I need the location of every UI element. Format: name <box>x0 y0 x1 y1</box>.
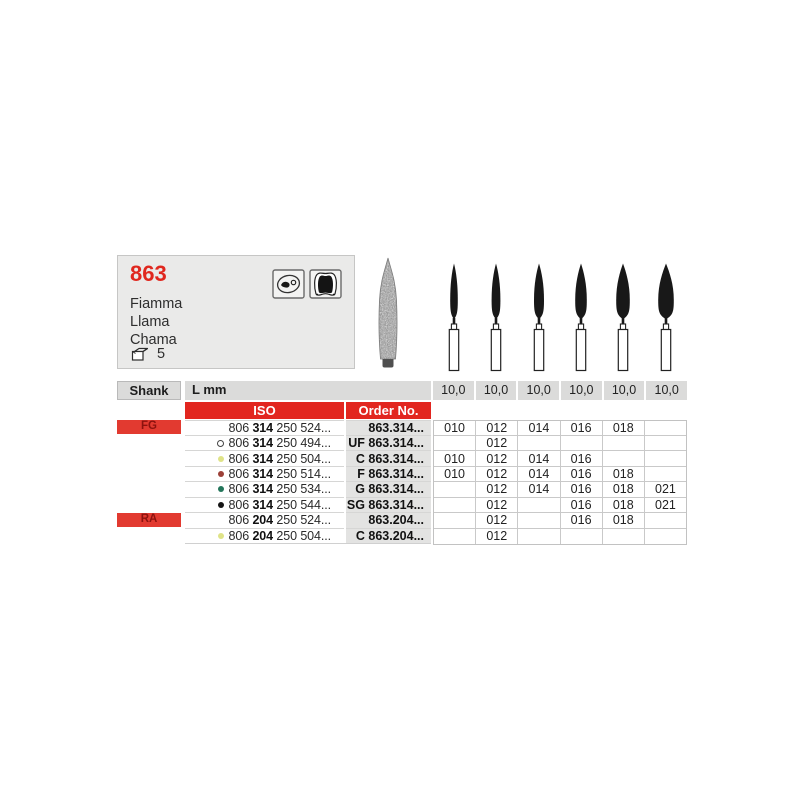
size-cell <box>518 436 560 450</box>
bur-silhouettes-row <box>433 262 687 374</box>
shank-column <box>117 420 181 544</box>
order-no-header: Order No. <box>346 402 431 419</box>
length-value-cell: 10,0 <box>476 381 517 400</box>
iso-cell: 806 204 250 504... <box>185 528 344 543</box>
size-cell: 012 <box>476 451 518 465</box>
size-cell <box>434 482 476 496</box>
pack-box-icon <box>130 346 150 362</box>
grit-dot-yellow <box>218 533 224 539</box>
order-no-cell: C 863.314... <box>346 450 431 465</box>
shank-cell <box>117 497 181 512</box>
size-cell: 010 <box>434 451 476 465</box>
shank-cell <box>117 466 181 481</box>
product-names <box>130 295 182 349</box>
size-cell: 018 <box>603 421 645 435</box>
table-row <box>185 528 431 543</box>
size-cell: 012 <box>476 498 518 512</box>
pack-info <box>130 346 165 362</box>
size-cell: 016 <box>561 498 603 512</box>
size-cell: 016 <box>561 467 603 481</box>
shank-cell <box>117 420 181 435</box>
iso-header: ISO <box>185 402 344 419</box>
table-row <box>185 420 431 435</box>
grit-dot-green <box>218 486 224 492</box>
grit-dot-red <box>218 471 224 477</box>
shank-cell <box>117 481 181 496</box>
size-cell: 014 <box>518 451 560 465</box>
order-no-cell: 863.204... <box>346 512 431 527</box>
size-cell: 018 <box>603 467 645 481</box>
iso-cell: 806 204 250 524... <box>185 512 344 527</box>
grit-dot-yellow <box>218 456 224 462</box>
size-row <box>434 529 686 544</box>
size-cell <box>603 529 645 544</box>
size-cell: 012 <box>476 436 518 450</box>
size-cell: 016 <box>561 451 603 465</box>
pack-quantity: 5 <box>157 346 166 362</box>
bur-silhouette-4 <box>560 262 602 374</box>
size-row <box>434 467 686 482</box>
size-cell <box>645 467 686 481</box>
table-row <box>185 497 431 512</box>
size-row <box>434 451 686 466</box>
iso-cell: 806 314 250 534... <box>185 481 344 496</box>
size-cell <box>603 451 645 465</box>
size-cell: 014 <box>518 421 560 435</box>
table-row <box>185 481 431 496</box>
shank-cell <box>117 528 181 543</box>
shank-cell <box>117 512 181 527</box>
size-row <box>434 436 686 451</box>
table-row <box>185 512 431 527</box>
shank-badge-ra: RA <box>117 513 181 527</box>
length-value-cell: 10,0 <box>604 381 645 400</box>
size-cell: 012 <box>476 482 518 496</box>
size-cell <box>434 529 476 544</box>
bur-silhouette-1 <box>433 262 475 374</box>
order-no-cell: 863.314... <box>346 420 431 435</box>
shank-cell <box>117 450 181 465</box>
size-cell: 016 <box>561 421 603 435</box>
name-it: Fiamma <box>130 296 183 312</box>
order-no-cell: SG 863.314... <box>346 497 431 512</box>
table-row <box>185 450 431 465</box>
size-cell <box>434 436 476 450</box>
length-value-cell: 10,0 <box>433 381 474 400</box>
shank-badge-fg: FG <box>117 420 181 434</box>
table-row <box>185 435 431 450</box>
table-row <box>185 466 431 481</box>
size-cell: 016 <box>561 482 603 496</box>
bur-silhouette-3 <box>518 262 560 374</box>
size-cell: 012 <box>476 513 518 527</box>
size-cell: 012 <box>476 529 518 544</box>
iso-cell: 806 314 250 544... <box>185 497 344 512</box>
size-cell: 018 <box>603 482 645 496</box>
shank-cell <box>117 435 181 450</box>
size-cell <box>603 436 645 450</box>
size-row <box>434 513 686 528</box>
order-no-cell: G 863.314... <box>346 481 431 496</box>
size-cell <box>645 513 686 527</box>
crown-prep-icon <box>309 269 342 299</box>
size-cell: 014 <box>518 467 560 481</box>
length-header: L mm <box>185 381 431 400</box>
size-cell: 010 <box>434 467 476 481</box>
grit-dot-white <box>217 440 224 447</box>
iso-cell: 806 314 250 524... <box>185 420 344 435</box>
size-row <box>434 421 686 436</box>
bur-silhouette-2 <box>475 262 517 374</box>
length-value-cell: 10,0 <box>646 381 687 400</box>
size-row <box>434 498 686 513</box>
lengths-row <box>433 381 687 400</box>
iso-cell: 806 314 250 514... <box>185 466 344 481</box>
size-cell <box>434 513 476 527</box>
size-cell: 012 <box>476 421 518 435</box>
iso-cell: 806 314 250 494... <box>185 435 344 450</box>
order-no-cell: C 863.204... <box>346 528 431 543</box>
size-cell <box>518 513 560 527</box>
size-cell: 012 <box>476 467 518 481</box>
order-no-cell: UF 863.314... <box>346 435 431 450</box>
length-value-cell: 10,0 <box>561 381 602 400</box>
occlusal-prep-icon <box>272 269 305 299</box>
size-cell: 018 <box>603 513 645 527</box>
product-code: 863 <box>130 261 167 286</box>
size-row <box>434 482 686 497</box>
iso-order-table <box>185 420 431 545</box>
product-card <box>117 255 355 369</box>
size-cell <box>518 529 560 544</box>
bur-silhouette-6 <box>645 262 687 374</box>
size-grid <box>433 420 687 546</box>
size-cell <box>645 451 686 465</box>
size-cell <box>645 421 686 435</box>
size-cell: 010 <box>434 421 476 435</box>
size-cell: 014 <box>518 482 560 496</box>
length-value-cell: 10,0 <box>518 381 559 400</box>
name-es: Llama <box>130 314 170 330</box>
size-cell: 016 <box>561 513 603 527</box>
grit-dot-black <box>218 502 224 508</box>
shank-column-header: Shank <box>117 381 181 400</box>
size-cell <box>434 498 476 512</box>
bur-silhouette-5 <box>602 262 644 374</box>
size-cell <box>518 498 560 512</box>
size-cell <box>561 436 603 450</box>
size-cell <box>645 529 686 544</box>
order-no-cell: F 863.314... <box>346 466 431 481</box>
size-cell <box>645 436 686 450</box>
iso-cell: 806 314 250 504... <box>185 450 344 465</box>
application-icons <box>272 269 342 299</box>
size-cell <box>561 529 603 544</box>
size-cell: 018 <box>603 498 645 512</box>
size-cell: 021 <box>655 482 676 497</box>
name-pt: Chama <box>130 332 177 348</box>
bur-photo-flame <box>371 256 405 374</box>
size-cell: 021 <box>655 497 676 512</box>
